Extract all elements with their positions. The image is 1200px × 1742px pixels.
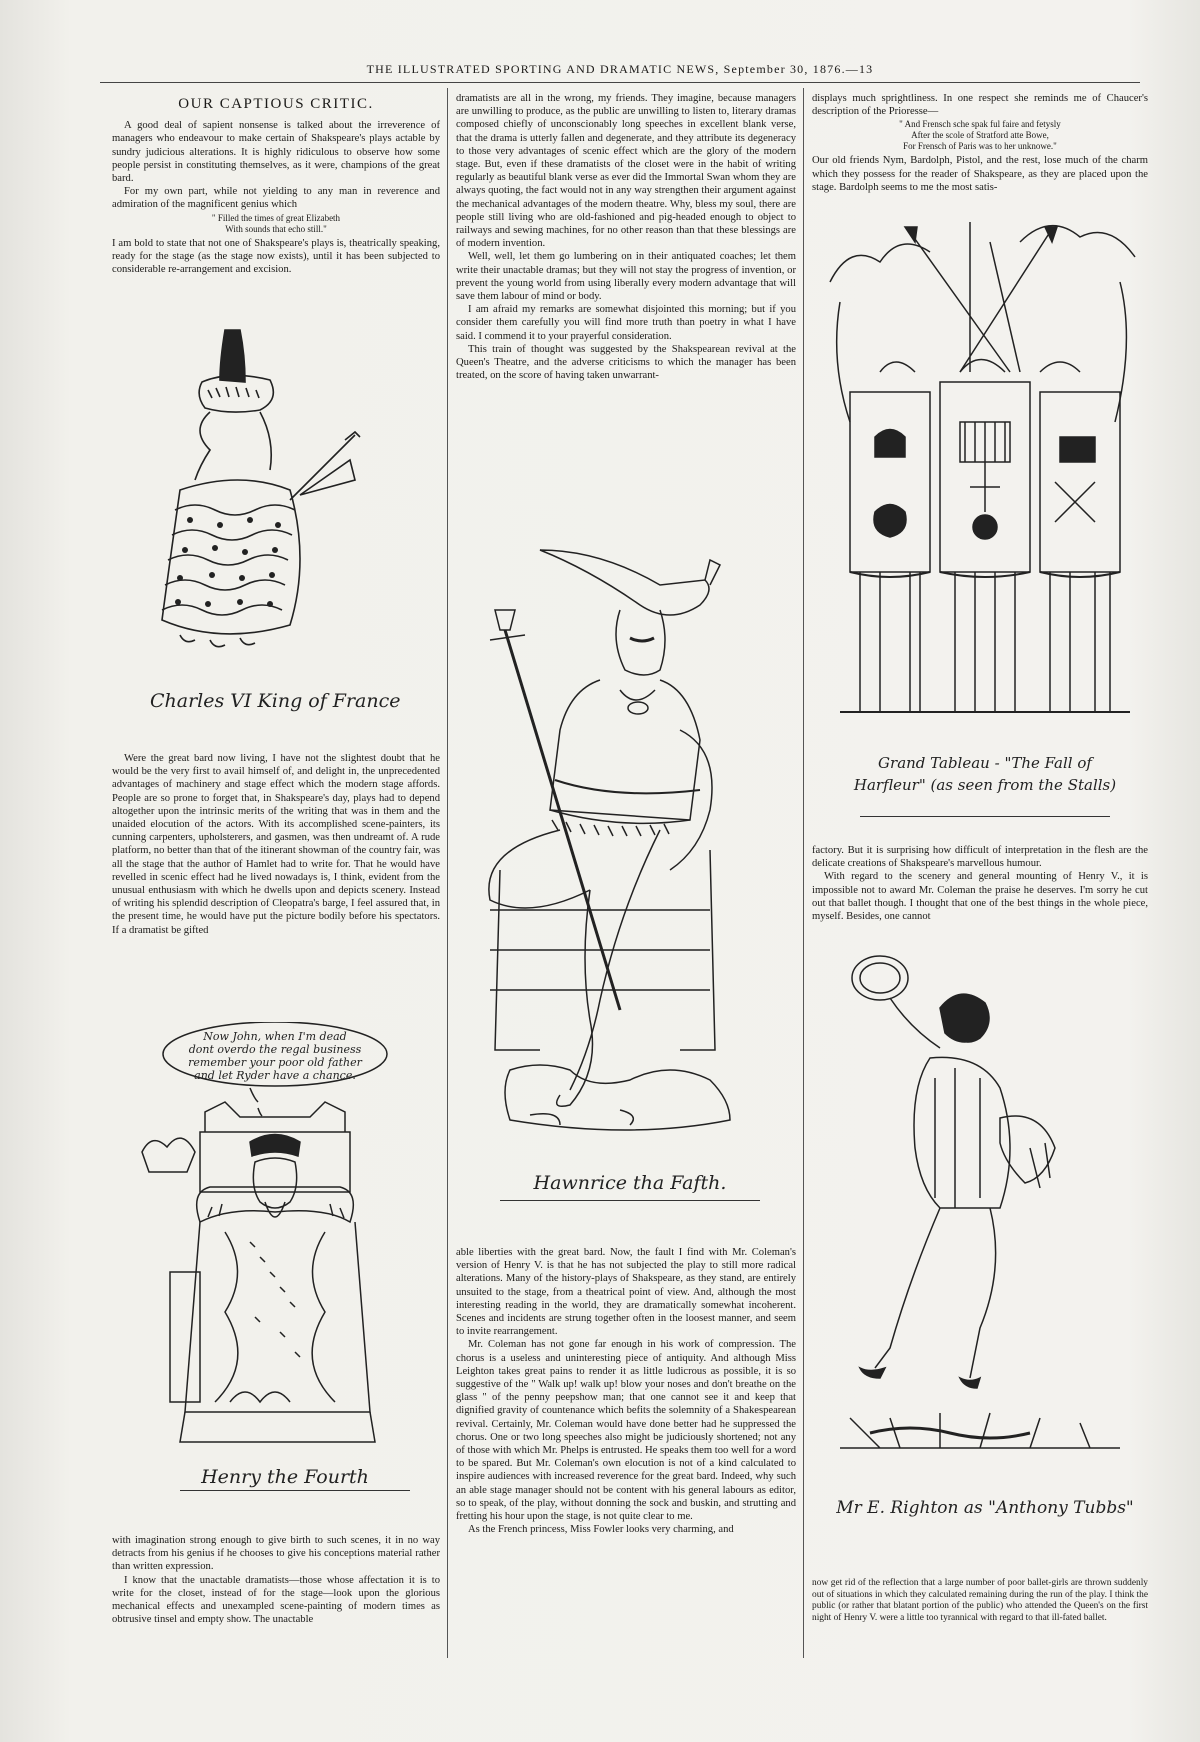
paragraph: A good deal of sapient nonsense is talked about the irreverence of managers who endeavour to make certain of Shakspeare's plays actable by sundry judicious alterations. It is highly ridiculous to observe how some people persist in constituting themselves, as it were, champions of the great bard. bbox=[112, 120, 440, 185]
verse-line: " Filled the times of great Elizabeth bbox=[211, 212, 341, 223]
bubble-line: dont overdo the regal business bbox=[188, 1043, 362, 1056]
verse-line: " And Frensch sche spak ful faire and fetysly bbox=[899, 119, 1061, 130]
article-title: OUR CAPTIOUS CRITIC. bbox=[178, 96, 374, 112]
paragraph: Well, well, let them go lumbering on in their antiquated coaches; let them write their unactable dramas; but they will not stay the progress of invention, or prevent the young world from using liberally every modern advantage that will save them labour of mind or body. bbox=[456, 251, 796, 303]
caption-righton: Mr E. Righton as "Anthony Tubbs" bbox=[836, 1498, 1134, 1518]
bubble-line: remember your poor old father bbox=[188, 1056, 362, 1069]
bubble-line: Now John, when I'm dead bbox=[203, 1030, 347, 1043]
verse-line: With sounds that echo still." bbox=[225, 223, 327, 234]
caption-underline bbox=[860, 816, 1110, 817]
column-3-top bbox=[812, 92, 1148, 194]
paragraph: For my own part, while not yielding to any man in reverence and admiration of the magnificent genius which bbox=[112, 186, 440, 211]
quote-verse bbox=[812, 119, 1148, 152]
paragraph: I am afraid my remarks are somewhat disjointed this morning; but if you consider them carefully you will find more truth than poetry in what I have said. I commend it to your prayerful consideration. bbox=[456, 304, 796, 342]
paragraph: I know that the unactable dramatists—those whose affectation it is to write for the closet, instead of for the stage—look upon the glorious mechanical effects and unexampled scene-painting of modern times as obtrusive tinsel and empty show. The unactable bbox=[112, 1574, 440, 1626]
paragraph: with imagination strong enough to give birth to such scenes, it in no way detracts from his genius if he chooses to give his conceptions material rather than written expression. bbox=[112, 1535, 440, 1573]
bubble-line: and let Ryder have a chance. bbox=[194, 1069, 356, 1082]
verse-line: For Frensch of Paris was to her unknowe." bbox=[903, 141, 1057, 152]
paragraph: With regard to the scenery and general mounting of Henry V., it is impossible not to award Mr. Coleman the praise he deserves. I'm sorry he cut out that ballet though. I thought that one of the best things in the whole piece, myself. Besides, one cannot bbox=[812, 871, 1148, 923]
caption-line: Grand Tableau - "The Fall of bbox=[878, 754, 1092, 772]
column-3-middle bbox=[812, 844, 1148, 923]
charles-vi-illustration bbox=[150, 320, 400, 680]
paragraph: Our old friends Nym, Bardolph, Pistol, and the rest, lose much of the charm which they possess for the reader of Shakspeare, as they are placed upon the stage. Bardolph seems to me the most satis- bbox=[812, 155, 1148, 193]
column-1-bottom bbox=[112, 1534, 440, 1626]
verse-line: After the scole of Stratford atte Bowe, bbox=[911, 130, 1049, 141]
paragraph: dramatists are all in the wrong, my friends. They imagine, because managers are unwilling to produce, as the public are unwilling to listen to, literary dramas composed chiefly of unconscionably long speeches in excellent blank verse, that the drama is utterly fallen and degenerate, and they attribute its degeneracy to those very advantages of scenic effect which are the glory of the modern stage. But, even if these dramatists of the closet were in the habit of writing regularly as beautiful blank verse as ever did the Immortal Swan whom they are always quoting, the fact would not in any way strengthen their argument against the mechanical advantages of the modern theatre. Why, bless my soul, there are people still living who are old-fashioned and pig-headed enough to object to railways and sewing machines, for no other reason than that these blessings are of modern invention. bbox=[456, 93, 796, 250]
hawnrice-illustration bbox=[470, 530, 790, 1150]
header-rule bbox=[100, 82, 1140, 83]
caption-underline bbox=[180, 1490, 410, 1491]
column-1-middle bbox=[112, 752, 440, 937]
paragraph: This train of thought was suggested by the Shakspearean revival at the Queen's Theatre, and the adverse criticisms to which the manager has been treated, on the score of having taken unwarrant- bbox=[456, 343, 796, 382]
henry-iv-illustration bbox=[130, 1022, 420, 1462]
paragraph: factory. But it is surprising how difficult of interpretation in the flesh are the delicate creations of Shakspeare's marvellous humour. bbox=[812, 845, 1148, 870]
paragraph: able liberties with the great bard. Now, the fault I find with Mr. Coleman's version of Henry V. is that he has not subjected the play to still more radical alterations. Many of the history-plays of Shakspeare, as they stand, are entirely unsuited to the stage, from a theatrical point of view. And, although the most interesting reading in the world, they are dramatically somewhat incoherent. Scenes and incidents are strung together often in the loosest manner, and seem to invite rearrangement. bbox=[456, 1247, 796, 1338]
paragraph: Mr. Coleman has not gone far enough in his work of compression. The chorus is a useless and uninteresting piece of antiquity. And although Miss Leighton takes great pains to render it as little ludicrous as possible, it is so suggestive of the " Walk up! walk up! blow your noses and don't breathe on the glass " of the penny peepshow man; that one cannot see it and keep that dignified gravity of countenance which befits the solemnity of a Shakespearean revival. Certainly, Mr. Coleman would have done better had he suppressed the chorus. One or two long speeches also might be judiciously shortened; not any of those with which Mr. Phelps is entrusted. He speaks them too well for a word to be spared. But Mr. Coleman's own elocution is not of a kind calculated to inspire audiences with increased reverence for the great bard. Indeed, why such an able stage manager should not be content with his general labours as editor, so to speak, of the play, without donning the sock and buskin, and strutting and fretting his hour upon the stage, is not quite clear to me. bbox=[456, 1339, 796, 1523]
column-3-bottom bbox=[812, 1578, 1148, 1624]
paragraph: Were the great bard now living, I have not the slightest doubt that he would be the very first to avail himself of, and delight in, the unprecedented advantages of machinery and stage effect which the modern stage affords. People are so prone to forget that, in Shakspeare's day, plays had to depend altogether upon the intrinsic merits of the writing that was in them and the unaided elocution of the actors. With its accomplished scene-painters, its cunning carpenters, upholsterers, and gasmen, was then undreamt of. A rude platform, no better than that of the itinerant showman of the country fair, was all the stage that the author of Hamlet had to write for. That he would have revelled in scenic effect had he lived nowadays is, I think, evident from the unusual enthusiasm with which he dwells upon and depicts scenery. Instead of writing his splendid description of Cleopatra's barge, I feel assured that, in the present time, he would have put the picture bodily before his spectators. If a dramatist be gifted bbox=[112, 753, 440, 936]
page-header: THE ILLUSTRATED SPORTING AND DRAMATIC NEWS, September 30, 1876.—13 bbox=[366, 62, 874, 76]
paragraph: now get rid of the reflection that a large number of poor ballet-girls are thrown suddenly out of situations in which they calculated remaining during the run of the play. I think the public (or rather that blatant portion of the public) who attended the Queen's on the first night of Henry V. were a little too tyrannical with regard to that ill-fated ballet. bbox=[812, 1578, 1148, 1623]
grand-tableau-illustration bbox=[820, 222, 1140, 752]
paragraph: displays much sprightliness. In one respect she reminds me of Chaucer's description of the Prioresse— bbox=[812, 93, 1148, 118]
caption-hawnrice: Hawnrice tha Fafth. bbox=[533, 1172, 727, 1194]
quote-verse bbox=[112, 213, 440, 235]
caption-line: Harfleur" (as seen from the Stalls) bbox=[853, 776, 1117, 794]
column-2-bottom bbox=[456, 1246, 796, 1536]
righton-illustration bbox=[830, 948, 1130, 1468]
caption-underline bbox=[500, 1200, 760, 1201]
caption-charles-vi: Charles VI King of France bbox=[150, 690, 401, 712]
caption-henry-iv: Henry the Fourth bbox=[201, 1466, 369, 1488]
paragraph: As the French princess, Miss Fowler looks very charming, and bbox=[468, 1524, 734, 1536]
paragraph: I am bold to state that not one of Shakspeare's plays is, theatrically speaking, ready for the stage (as the stage now exists), until it has been subjected to considerable re-arrangement and excision. bbox=[112, 237, 440, 276]
column-2-top bbox=[456, 92, 796, 382]
caption-grand-tableau bbox=[830, 752, 1140, 796]
column-divider-1 bbox=[447, 88, 448, 1658]
column-1-top bbox=[112, 92, 440, 276]
column-divider-2 bbox=[803, 88, 804, 1658]
